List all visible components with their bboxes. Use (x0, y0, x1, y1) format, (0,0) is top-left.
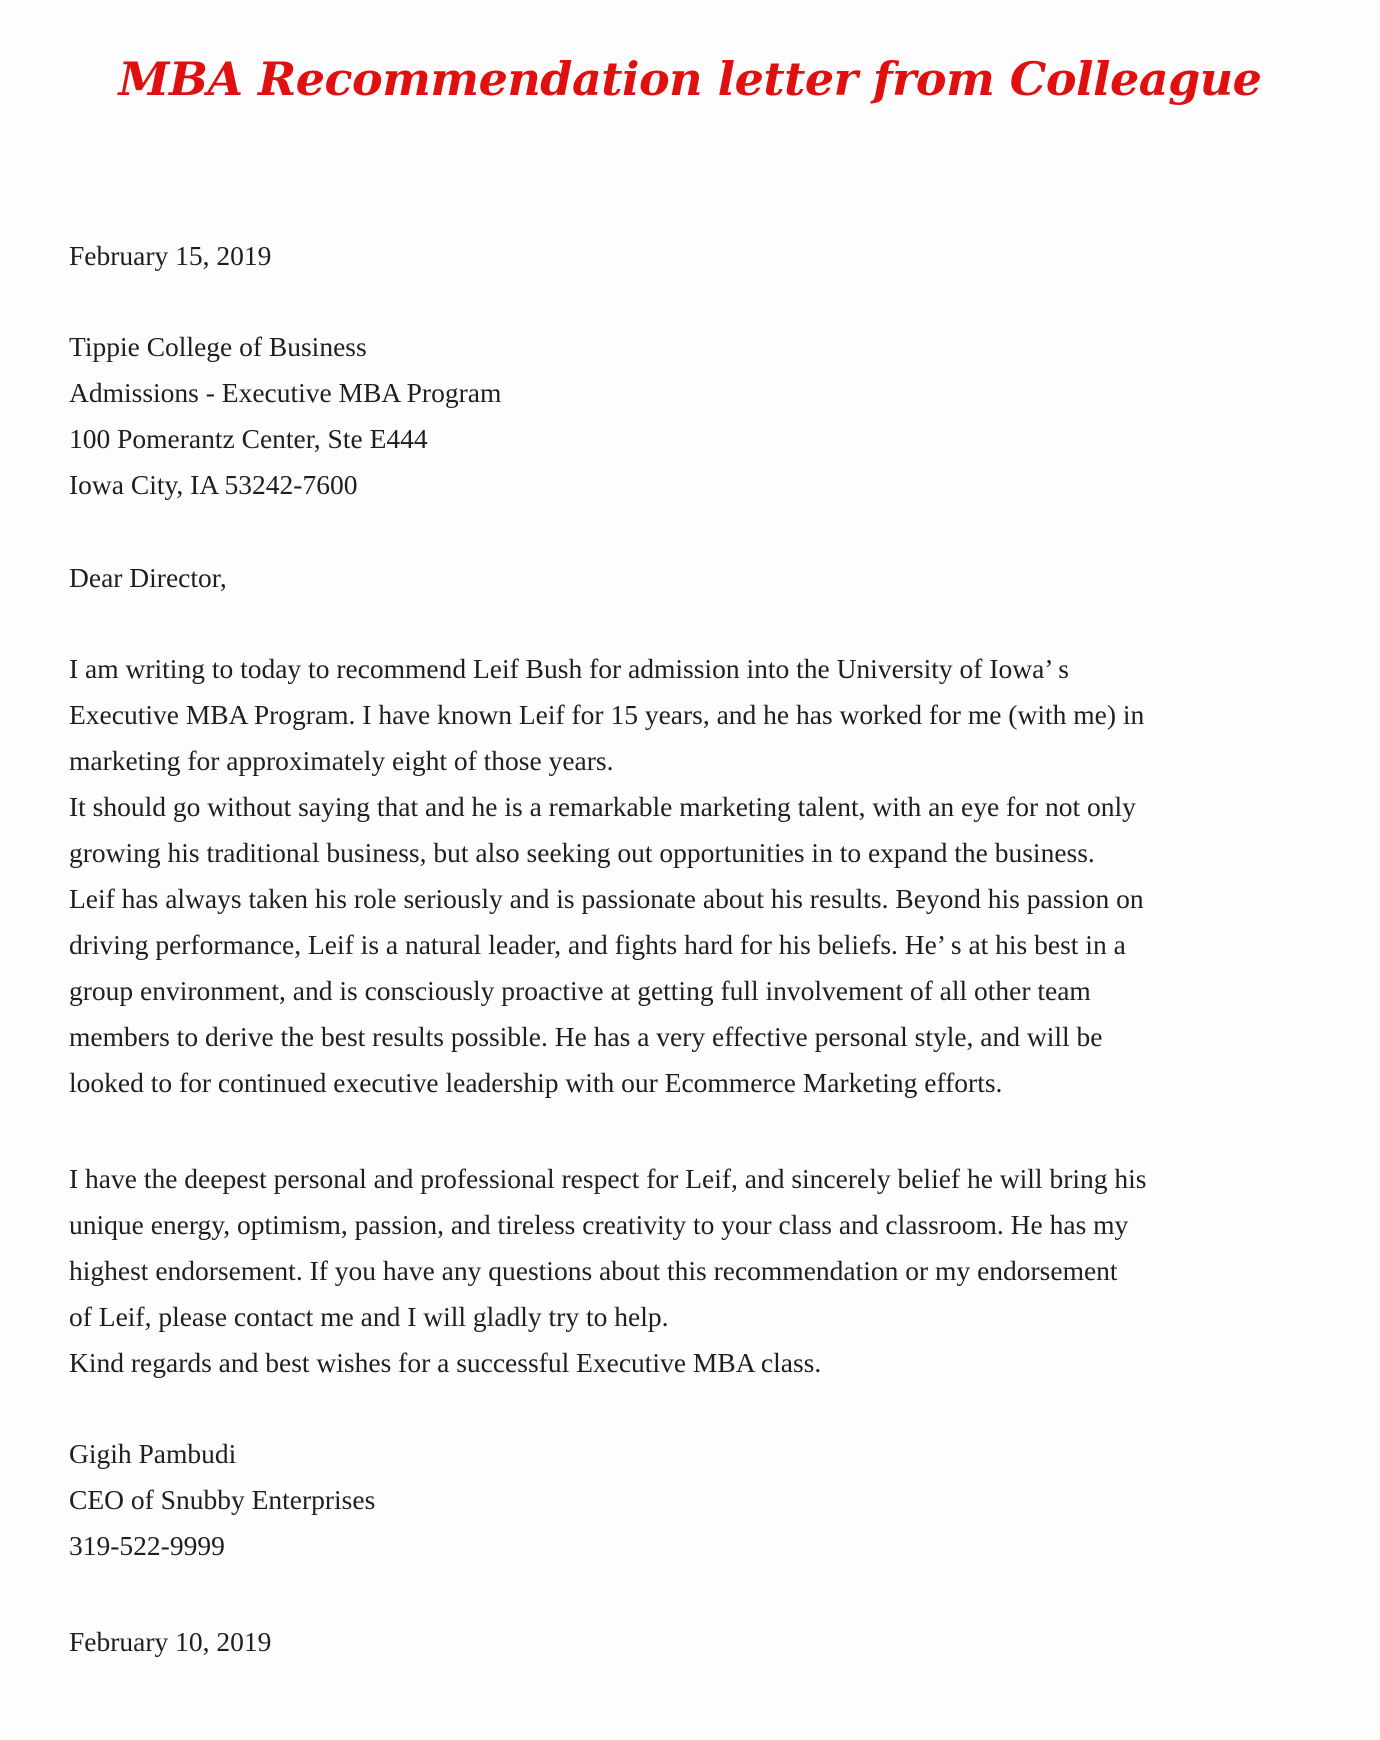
paragraph-line: unique energy, optimism, passion, and tireless creativity to your class and classroom. He has my (69, 1209, 1129, 1240)
signer-phone: 319-522-9999 (69, 1530, 225, 1561)
date-line: February 10, 2019 (69, 1626, 272, 1657)
address-line: 100 Pomerantz Center, Ste E444 (69, 423, 428, 454)
salutation-line: Dear Director, (69, 562, 227, 593)
paragraph-2 (69, 1156, 1319, 1386)
paragraph-line: Leif has always taken his role seriously and is passionate about his results. Beyond his passion on (69, 883, 1144, 914)
paragraph-line: members to derive the best results possible. He has a very effective personal style, and will be (69, 1021, 1103, 1052)
letter-title: MBA Recommendation letter from Colleague (118, 52, 1262, 106)
paragraph-line: highest endorsement. If you have any questions about this recommendation or my endorsement (69, 1255, 1118, 1286)
signer-name: Gigih Pambudi (69, 1438, 237, 1469)
paragraph-line: Kind regards and best wishes for a successful Executive MBA class. (69, 1347, 822, 1378)
date-line: February 15, 2019 (69, 240, 272, 271)
signer-position: CEO of Snubby Enterprises (69, 1484, 376, 1515)
paragraph-line: group environment, and is consciously proactive at getting full involvement of all other team (69, 975, 1091, 1006)
closing-date (69, 1619, 1319, 1665)
paragraph-1 (69, 646, 1319, 1106)
salutation (69, 555, 1319, 601)
address-line: Tippie College of Business (69, 331, 367, 362)
paragraph-line: looked to for continued executive leadership with our Ecommerce Marketing efforts. (69, 1067, 1003, 1098)
paragraph-line: growing his traditional business, but also seeking out opportunities in to expand the business. (69, 837, 1095, 868)
signature-block (69, 1431, 1319, 1569)
paragraph-line: I am writing to today to recommend Leif Bush for admission into the University of Iowa’ s (69, 653, 1069, 684)
letter-date (69, 233, 1319, 279)
paragraph-line: It should go without saying that and he is a remarkable marketing talent, with an eye for not only (69, 791, 1136, 822)
address-line: Admissions - Executive MBA Program (69, 377, 502, 408)
paragraph-line: of Leif, please contact me and I will gladly try to help. (69, 1301, 669, 1332)
paragraph-line: marketing for approximately eight of those years. (69, 745, 614, 776)
paragraph-line: Executive MBA Program. I have known Leif for 15 years, and he has worked for me (with me) in (69, 699, 1145, 730)
address-line: Iowa City, IA 53242-7600 (69, 469, 358, 500)
paragraph-line: driving performance, Leif is a natural leader, and fights hard for his beliefs. He’ s at his best in a (69, 929, 1126, 960)
paragraph-line: I have the deepest personal and professional respect for Leif, and sincerely belief he will bring his (69, 1163, 1147, 1194)
recipient-address (69, 324, 1319, 508)
